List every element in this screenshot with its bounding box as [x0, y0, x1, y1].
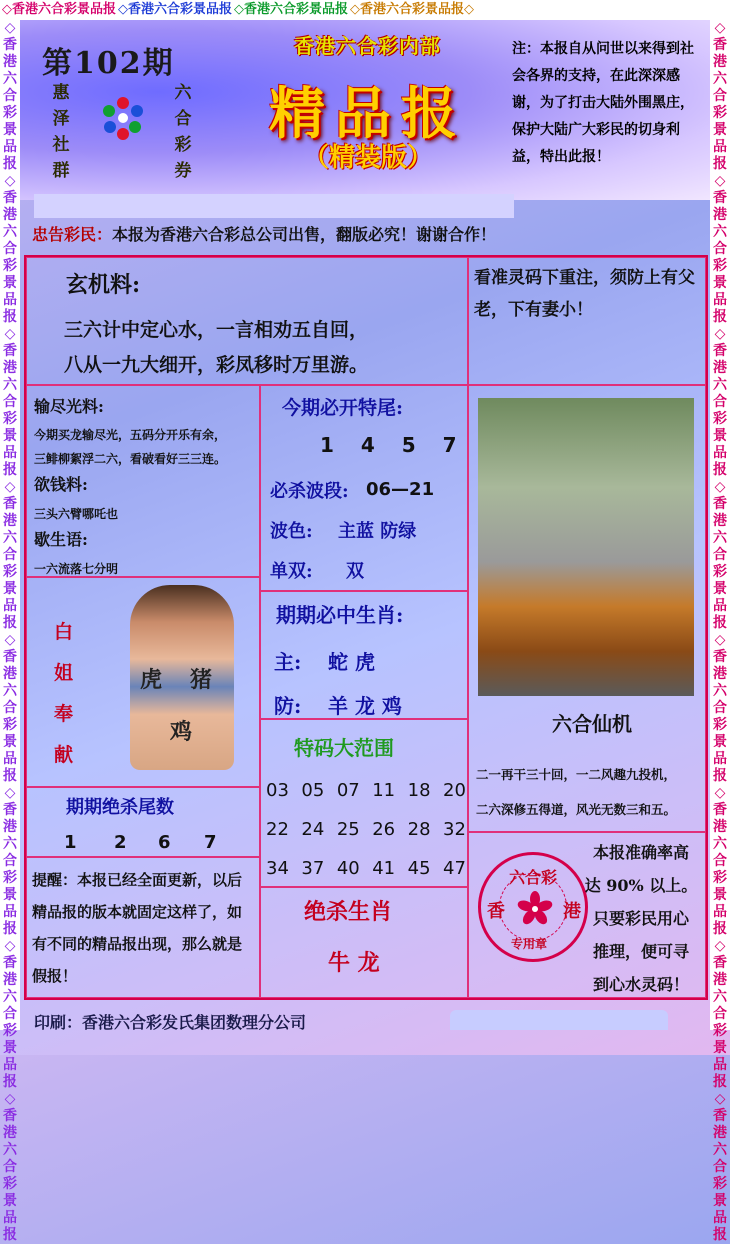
vertical-char: 泽	[52, 109, 70, 129]
xianji-title: 六合仙机	[552, 712, 632, 736]
tema-row	[266, 780, 466, 819]
juesha-wei-digit: 7	[204, 832, 217, 853]
kanzhun-text: 看准灵码下重注，须防上有父老，下有妻小！	[474, 268, 695, 320]
juesha-sx-title: 绝杀生肖	[304, 899, 393, 925]
xianji-line: 二一再干三十回，一二风趣九投机，	[476, 767, 677, 782]
tema-grid	[266, 780, 466, 897]
vertical-char: 六	[174, 83, 192, 103]
xiesheng-text: 一六流落七分明	[34, 562, 119, 576]
vertical-char: 彩	[174, 135, 192, 155]
vertical-char: 白	[54, 621, 74, 643]
xiesheng-heading: 歇生语:	[34, 530, 88, 549]
accuracy-line: 到心水灵码！	[592, 975, 689, 994]
tema-number: 34	[266, 858, 289, 879]
page-title: 精品报	[269, 81, 467, 147]
tema-number: 18	[407, 780, 431, 801]
top-border-strip	[0, 0, 730, 20]
photo-overlay-text: 猪	[190, 667, 213, 693]
tewei-title: 今期必开特尾:	[282, 397, 404, 419]
accuracy-text	[578, 836, 704, 1001]
accuracy-line: 达 90% 以上。	[584, 876, 698, 895]
vertical-char: 社	[52, 135, 70, 155]
bose-label: 波色:	[270, 521, 313, 542]
xuanji-title: 玄机料:	[66, 272, 141, 298]
vertical-char: 合	[174, 109, 192, 129]
header-band	[34, 194, 514, 218]
xuanji-line: 八从一九大细开，彩凤移时万里游。	[64, 354, 369, 376]
issue-number: 第102期	[42, 46, 175, 81]
shuliao-line: 今期买龙输尽光，五码分开乐有余，	[34, 428, 227, 442]
shuliao-heading: 输尽光料:	[34, 397, 104, 416]
border-text: ◇香港六合彩景品报◇	[350, 2, 474, 17]
tixing-text: 提醒：本报已经全面更新，以后精品报的版本就固定这样了，如有不同的精品报出现，那么就是假报！	[32, 871, 243, 985]
tema-number: 20	[443, 780, 466, 801]
tema-number: 45	[407, 858, 431, 879]
juesha-sx-value: 牛 龙	[328, 950, 380, 976]
juesha-wei-digit: 6	[158, 832, 171, 853]
stamp-text: 香	[487, 901, 505, 922]
border-text: ◇香港六合彩景品报	[234, 2, 348, 17]
baijie-label	[54, 612, 78, 776]
border-text: ◇香港六合彩景品报	[118, 2, 232, 17]
shengxiao-title: 期期必中生肖:	[276, 603, 404, 627]
tema-row	[266, 819, 466, 858]
stamp-text: 专用章	[511, 937, 548, 951]
bisha-label: 必杀波段:	[270, 481, 349, 502]
tema-number: 22	[266, 819, 289, 840]
danshuang-value: 双	[346, 561, 364, 582]
publisher-name: 香港六合彩内部	[294, 34, 441, 58]
tema-number: 11	[372, 780, 396, 801]
header-note: 注：本报自从问世以来得到社会各界的支持，在此深深感谢，为了打击大陆外围黑庄，保护大陆广大彩民的切身利益，特出此报！	[512, 41, 694, 165]
tema-number: 40	[336, 858, 360, 879]
tema-number: 03	[266, 780, 289, 801]
photo-overlay-text: 虎	[140, 667, 163, 693]
xuanji-line: 三六计中定心水，一言相劝五自回，	[64, 319, 369, 341]
footer-print-line: 印刷：香港六合彩发氏集团数理分公司	[34, 1013, 307, 1032]
juesha-wei-title: 期期绝杀尾数	[66, 797, 174, 818]
stamp-text: 港	[563, 901, 581, 922]
shengxiao-guard-label: 防:	[274, 694, 302, 718]
tema-number: 25	[336, 819, 360, 840]
rooster-photo	[478, 398, 694, 696]
shengxiao-main-label: 主:	[274, 650, 302, 674]
tema-number: 28	[407, 819, 431, 840]
tema-number: 41	[372, 858, 396, 879]
accuracy-line: 推理，便可寻	[592, 942, 689, 961]
accuracy-line: 只要彩民用心	[592, 909, 689, 928]
vertical-char: 奉	[54, 703, 74, 725]
vertical-char: 姐	[54, 662, 74, 684]
xianji-line: 二六深修五得道，风光无数三和五。	[476, 802, 677, 817]
tewei-digits: 1 4 5 7	[320, 433, 467, 457]
vertical-char: 惠	[52, 83, 70, 103]
qianliao-heading: 欲钱料:	[34, 475, 88, 494]
bauhinia-flower-icon	[517, 891, 553, 927]
warning-text: 本报为香港六合彩总公司出售，翻版必究！谢谢合作！	[112, 225, 497, 244]
official-stamp	[478, 852, 588, 962]
tema-number: 37	[301, 858, 325, 879]
accuracy-line: 本报准确率高	[592, 843, 689, 862]
bisha-value: 06—21	[366, 479, 435, 500]
border-text: ◇香港六合彩景品报	[2, 2, 116, 17]
tema-number: 47	[443, 858, 466, 879]
bose-value: 主蓝 防绿	[338, 521, 417, 542]
left-vertical-text-1	[50, 80, 72, 184]
tema-number: 05	[301, 780, 325, 801]
vertical-char: 献	[54, 744, 74, 766]
warning-line	[22, 220, 710, 250]
photo-overlay-text: 鸡	[170, 719, 193, 745]
shengxiao-main-value: 蛇 虎	[328, 650, 375, 674]
right-border-strip: ◇香港六合彩景品报◇香港六合彩景品报◇香港六合彩景品报◇香港六合彩景品报◇香港六合彩景品报◇香港六合彩景品报◇香港六合彩景品报◇香港六合彩景品报	[710, 20, 730, 1030]
shengxiao-guard-value: 羊 龙 鸡	[328, 694, 402, 718]
lottery-logo-icon	[100, 95, 146, 141]
shuliao-line: 三鲱柳絮浮二六，看破看好三三连。	[34, 452, 227, 466]
left-vertical-text-2	[172, 80, 194, 184]
stamp-text: 六合彩	[509, 868, 558, 887]
tema-title: 特码大范围	[294, 736, 394, 760]
warning-label: 忠告彩民：	[32, 225, 113, 244]
juesha-wei-digit: 1	[64, 832, 77, 853]
tema-number: 26	[372, 819, 396, 840]
tema-number: 32	[443, 819, 466, 840]
tema-number: 07	[336, 780, 360, 801]
vertical-char: 群	[52, 161, 70, 181]
vertical-char: 券	[174, 161, 192, 181]
left-border-strip: ◇香港六合彩景品报◇香港六合彩景品报◇香港六合彩景品报◇香港六合彩景品报◇香港六合彩景品报◇香港六合彩景品报◇香港六合彩景品报◇香港六合彩景品报	[0, 20, 20, 1030]
page-subtitle: （精装版）	[302, 143, 433, 173]
danshuang-label: 单双:	[270, 561, 313, 582]
footer-bar	[450, 1010, 668, 1030]
juesha-wei-digit: 2	[114, 832, 127, 853]
qianliao-text: 三头六臂哪吒也	[34, 507, 119, 521]
tema-number: 24	[301, 819, 325, 840]
